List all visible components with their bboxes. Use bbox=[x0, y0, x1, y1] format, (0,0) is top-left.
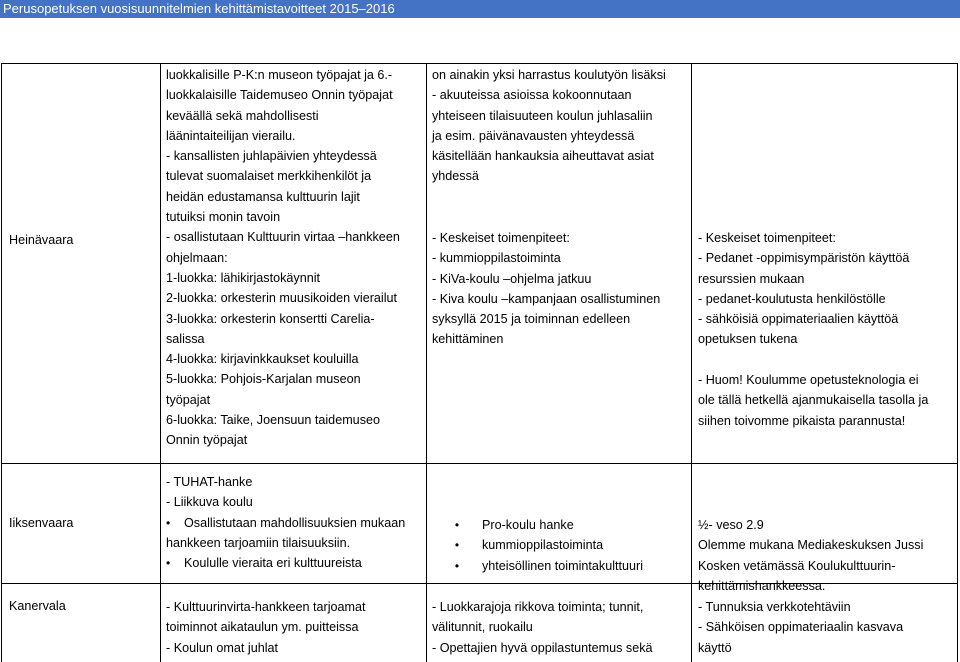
heinavaara-ict-cell bbox=[698, 228, 928, 431]
text-line: välitunnit, ruokailu bbox=[432, 620, 533, 635]
table-divider-3 bbox=[691, 63, 692, 662]
text-line: siihen toivomme pikaista parannusta! bbox=[698, 413, 906, 428]
table-divider-1 bbox=[160, 63, 161, 662]
text-line: - Sähköisen oppimateriaalin kasvava bbox=[698, 620, 904, 635]
text-line: 6-luokka: Taike, Joensuun taidemuseo bbox=[166, 413, 380, 428]
heinavaara-community-cell-bottom bbox=[432, 228, 660, 350]
text-line: resurssien mukaan bbox=[698, 271, 805, 286]
list-item bbox=[166, 513, 405, 533]
text-line: yhdessä bbox=[432, 169, 479, 184]
bullet-icon: • bbox=[454, 538, 460, 553]
text-line: 2-luokka: orkesterin muusikoiden vierailut bbox=[166, 291, 397, 306]
bullet-icon: • bbox=[166, 556, 171, 571]
text-line: - Tunnuksia verkkotehtäviin bbox=[698, 600, 851, 614]
text-line: - Keskeiset toimenpiteet: bbox=[698, 231, 836, 245]
text-line: - Pedanet -oppimisympäristön käyttöä bbox=[698, 251, 910, 266]
heinavaara-culture-cell bbox=[166, 65, 400, 451]
text: kummioppilastoiminta bbox=[482, 538, 604, 553]
text-line: Kosken vetämässä Koulukulttuurin- bbox=[698, 558, 896, 573]
text-line: - Luokkarajoja rikkova toiminta; tunnit, bbox=[432, 600, 644, 614]
text-line: 1-luokka: lähikirjastokäynnit bbox=[166, 270, 320, 285]
text-line: yhteiseen tilaisuuteen koulun juhlasaliin bbox=[432, 108, 653, 123]
text-line: keväällä sekä mahdollisesti bbox=[166, 108, 319, 123]
text-line: - osallistutaan Kulttuurin virtaa –hankkeen bbox=[166, 230, 400, 245]
text-line: - Kulttuurinvirta-hankkeen tarjoamat bbox=[166, 600, 366, 614]
text-line: ½- veso 2.9 bbox=[698, 518, 764, 532]
bullet-icon: • bbox=[166, 515, 171, 530]
text-line: toiminnot aikataulun ym. puitteissa bbox=[166, 620, 359, 635]
text: Koululle vieraita eri kulttuureista bbox=[184, 556, 362, 571]
text-line: 3-luokka: orkesterin konsertti Carelia- bbox=[166, 311, 375, 326]
spacer-line bbox=[698, 350, 928, 370]
text-line: Olemme mukana Mediakeskuksen Jussi bbox=[698, 538, 924, 553]
text-line: - Huom! Koulumme opetusteknologia ei bbox=[698, 373, 919, 388]
iiksenvaara-community-cell bbox=[432, 515, 643, 576]
text-line: tulevat suomalaiset merkkihenkilöt ja bbox=[166, 169, 372, 184]
table-border-right bbox=[957, 63, 958, 662]
text-line: - Opettajien hyvä oppilastuntemus sekä bbox=[432, 640, 653, 655]
text: yhteisöllinen toimintakulttuuri bbox=[482, 558, 644, 573]
text-line: kehittäminen bbox=[432, 332, 504, 347]
row-divider-1 bbox=[1, 463, 958, 464]
text-line: salissa bbox=[166, 331, 205, 346]
list-item bbox=[432, 535, 643, 555]
text-line: - Koulun omat juhlat bbox=[166, 640, 279, 655]
text-line: - kansallisten juhlapäivien yhteydessä bbox=[166, 149, 377, 164]
row-label-iiksenvaara: Iiksenvaara bbox=[9, 516, 74, 530]
text-line: - sähköisiä oppimateriaalien käyttöä bbox=[698, 312, 899, 327]
bullet-icon: • bbox=[454, 558, 460, 573]
text-line: - kummioppilastoiminta bbox=[432, 251, 561, 266]
text-line: Onnin työpajat bbox=[166, 433, 248, 448]
text-line: syksyllä 2015 ja toiminnan edelleen bbox=[432, 312, 631, 327]
iiksenvaara-culture-cell bbox=[166, 472, 405, 573]
text-line: - KiVa-koulu –ohjelma jatkuu bbox=[432, 271, 592, 286]
text-line: - pedanet-koulutusta henkilöstölle bbox=[698, 291, 886, 306]
text-line: - Kiva koulu –kampanjaan osallistuminen bbox=[432, 291, 661, 306]
text-line: läänintaiteilijan vierailu. bbox=[166, 128, 296, 143]
document-title: Perusopetuksen vuosisuunnitelmien kehittämistavoitteet 2015–2016 bbox=[3, 1, 395, 16]
text-line: tutuiksi monin tavoin bbox=[166, 210, 281, 225]
text-line: heidän edustamansa kulttuurin lajit bbox=[166, 189, 360, 204]
text-line: ohjelmaan: bbox=[166, 250, 228, 265]
text-line: työpajat bbox=[166, 392, 211, 407]
text-line: luokkalisille P-K:n museon työpajat ja 6.- bbox=[166, 68, 393, 82]
list-item bbox=[166, 553, 405, 573]
table-divider-2 bbox=[426, 63, 427, 662]
iiksenvaara-ict-cell bbox=[698, 515, 923, 596]
bullet-icon: • bbox=[454, 518, 460, 532]
text-line: hankkeen tarjoamiin tilaisuuksiin. bbox=[166, 535, 351, 550]
text: Pro-koulu hanke bbox=[482, 518, 574, 532]
text-line: on ainakin yksi harrastus koulutyön lisäksi bbox=[432, 68, 666, 82]
table-border-left bbox=[1, 63, 2, 662]
text-line: - Liikkuva koulu bbox=[166, 495, 253, 510]
text-line: - akuuteissa asioissa kokoonnutaan bbox=[432, 88, 632, 103]
text-line: luokkalaisille Taidemuseo Onnin työpajat bbox=[166, 88, 393, 103]
text-line: - Keskeiset toimenpiteet: bbox=[432, 231, 570, 245]
list-item bbox=[432, 515, 643, 535]
text-line: 4-luokka: kirjavinkkaukset kouluilla bbox=[166, 352, 359, 367]
list-item bbox=[432, 556, 643, 576]
text-line: opetuksen tukena bbox=[698, 332, 798, 347]
text-line: kehittämishankkeessa. bbox=[698, 578, 826, 593]
table-border-top bbox=[1, 63, 958, 64]
row-label-kanervala: Kanervala bbox=[9, 599, 66, 613]
kanervala-ict-cell bbox=[698, 597, 903, 658]
text-line: - TUHAT-hanke bbox=[166, 475, 253, 489]
row-label-heinavaara: Heinävaara bbox=[9, 233, 74, 247]
kanervala-community-cell bbox=[432, 597, 653, 658]
text-line: käyttö bbox=[698, 640, 732, 655]
kanervala-culture-cell bbox=[166, 597, 366, 658]
document-header bbox=[0, 0, 960, 18]
heinavaara-community-cell-top bbox=[432, 65, 666, 187]
text-line: käsitellään hankauksia aiheuttavat asiat bbox=[432, 149, 654, 164]
text-line: ole tällä hetkellä ajanmukaisella tasolla ja bbox=[698, 393, 929, 408]
text-line: ja esim. päivänavausten yhteydessä bbox=[432, 128, 635, 143]
text-line: 5-luokka: Pohjois-Karjalan museon bbox=[166, 372, 361, 387]
text: Osallistutaan mahdollisuuksien mukaan bbox=[184, 515, 406, 530]
